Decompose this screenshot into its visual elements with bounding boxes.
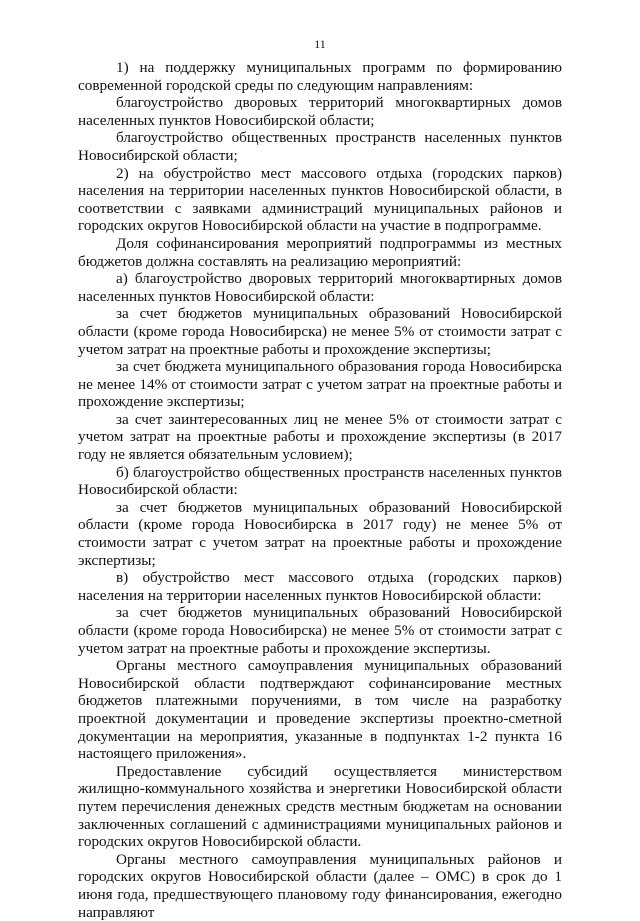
paragraph-16: Органы местного самоуправления муниципальных районов и городских округов Новосибирской области (далее – ОМС) в срок до 1 июня года, предшествующего плановому году финансирования, ежегодно направляют — [78, 850, 562, 921]
paragraph-12: в) обустройство мест массового отдыха (городских парков) населения на территории населенных пунктов Новосибирской области: — [78, 569, 562, 604]
paragraph-6: а) благоустройство дворовых территорий многоквартирных домов населенных пунктов Новосибирской области: — [78, 270, 562, 305]
paragraph-4: 2) на обустройство мест массового отдыха (городских парков) населения на территории населенных пунктов Новосибирской области, в соответствии с заявками администраций муниципальных районов и городских округов Новосибирской области на участие в подпрограмме. — [78, 164, 562, 235]
paragraph-14: Органы местного самоуправления муниципальных образований Новосибирской области подтверждают софинансирование местных бюджетов платежными поручениями, в том числе на разработку проектной документации и проведение экспертизы проектно-сметной документации на мероприятия, указанные в подпунктах 1-2 пункта 16 настоящего приложения». — [78, 657, 562, 763]
paragraph-8: за счет бюджета муниципального образования города Новосибирска не менее 14% от стоимости затрат с учетом затрат на проектные работы и прохождение экспертизы; — [78, 358, 562, 411]
paragraph-11: за счет бюджетов муниципальных образований Новосибирской области (кроме города Новосибирска в 2017 году) не менее 5% от стоимости затрат с учетом затрат на проектные работы и прохождение экспертизы; — [78, 498, 562, 569]
document-body — [78, 59, 562, 921]
paragraph-2: благоустройство дворовых территорий многоквартирных домов населенных пунктов Новосибирской области; — [78, 94, 562, 129]
paragraph-3: благоустройство общественных пространств населенных пунктов Новосибирской области; — [78, 129, 562, 164]
paragraph-9: за счет заинтересованных лиц не менее 5% от стоимости затрат с учетом затрат на проектные работы и прохождение экспертизы (в 2017 году не является обязательным условием); — [78, 410, 562, 464]
page-number: 11 — [314, 37, 326, 51]
paragraph-5: Доля софинансирования мероприятий подпрограммы из местных бюджетов должна составлять на реализацию мероприятий: — [78, 234, 562, 270]
paragraph-1: 1) на поддержку муниципальных программ по формированию современной городской среды по следующим направлениям: — [78, 59, 562, 94]
paragraph-15: Предоставление субсидий осуществляется министерством жилищно-коммунального хозяйства и энергетики Новосибирской области путем перечисления денежных средств местным бюджетам на основании заключенных соглашений с администрациями муниципальных районов и городских округов Новосибирской области. — [78, 762, 562, 851]
paragraph-7: за счет бюджетов муниципальных образований Новосибирской области (кроме города Новосибирска) не менее 5% от стоимости затрат с учетом затрат на проектные работы и прохождение экспертизы; — [78, 305, 562, 358]
paragraph-10: б) благоустройство общественных пространств населенных пунктов Новосибирской области: — [78, 463, 562, 499]
paragraph-13: за счет бюджетов муниципальных образований Новосибирской области (кроме города Новосибирска) не менее 5% от стоимости затрат с учетом затрат на проектные работы и прохождение экспертизы. — [78, 604, 562, 657]
